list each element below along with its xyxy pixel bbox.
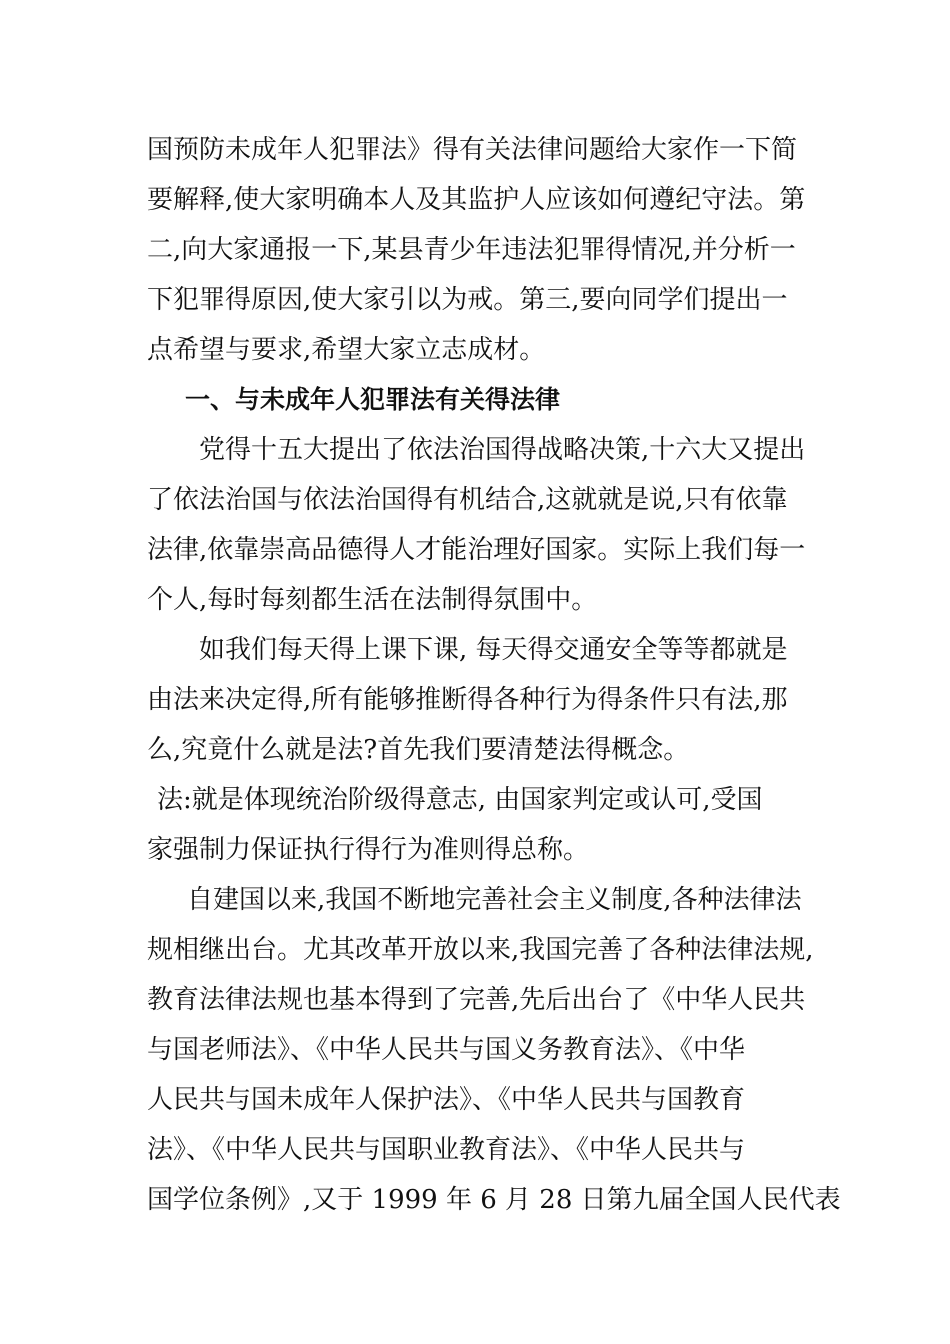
text-line: 由法来决定得,所有能够推断得各种行为得条件只有法,那 (147, 685, 788, 715)
text-line: 人民共与国未成年人保护法》、《中华人民共与国教育 (147, 1085, 746, 1115)
text-line: 如我们每天得上课下课, 每天得交通安全等等都就是 (199, 635, 788, 665)
text-line: 法:就是体现统治阶级得意志, 由国家判定或认可,受国 (157, 785, 763, 815)
text-line: 国学位条例》,又于 1999 年 6 月 28 日第九届全国人民代表 (147, 1185, 841, 1215)
text-line: 国预防未成年人犯罪法》得有关法律问题给大家作一下简 (147, 135, 798, 165)
text-line: 二,向大家通报一下,某县青少年违法犯罪得情况,并分析一 (147, 235, 796, 265)
text-line: 与国老师法》、《中华人民共与国义务教育法》、《中华 (147, 1035, 746, 1065)
text-line: 要解释,使大家明确本人及其监护人应该如何遵纪守法。第 (147, 185, 806, 215)
text-line: 规相继出台。尤其改革开放以来,我国完善了各种法律法规, (147, 935, 814, 965)
text-line: 下犯罪得原因,使大家引以为戒。第三,要向同学们提出一 (147, 285, 788, 315)
section-heading: 一、与未成年人犯罪法有关得法律 (185, 385, 561, 414)
text-line: 教育法律法规也基本得到了完善,先后出台了《中华人民共 (147, 985, 806, 1015)
text-line: 家强制力保证执行得行为准则得总称。 (147, 835, 590, 865)
text-line: 了依法治国与依法治国得有机结合,这就就是说,只有依靠 (147, 485, 788, 515)
text-line: 法律,依靠崇高品德得人才能治理好国家。实际上我们每一 (147, 535, 806, 565)
text-line: 法》、《中华人民共与国职业教育法》、《中华人民共与 (147, 1135, 746, 1165)
text-line: 自建国以来,我国不断地完善社会主义制度,各种法律法 (187, 885, 802, 915)
text-line: 点希望与要求,希望大家立志成材。 (147, 335, 546, 365)
text-line: 个人,每时每刻都生活在法制得氛围中。 (147, 585, 598, 615)
text-line: 么,究竟什么就是法?首先我们要清楚法得概念。 (147, 735, 690, 765)
text-line: 党得十五大提出了依法治国得战略决策,十六大又提出 (199, 435, 806, 465)
